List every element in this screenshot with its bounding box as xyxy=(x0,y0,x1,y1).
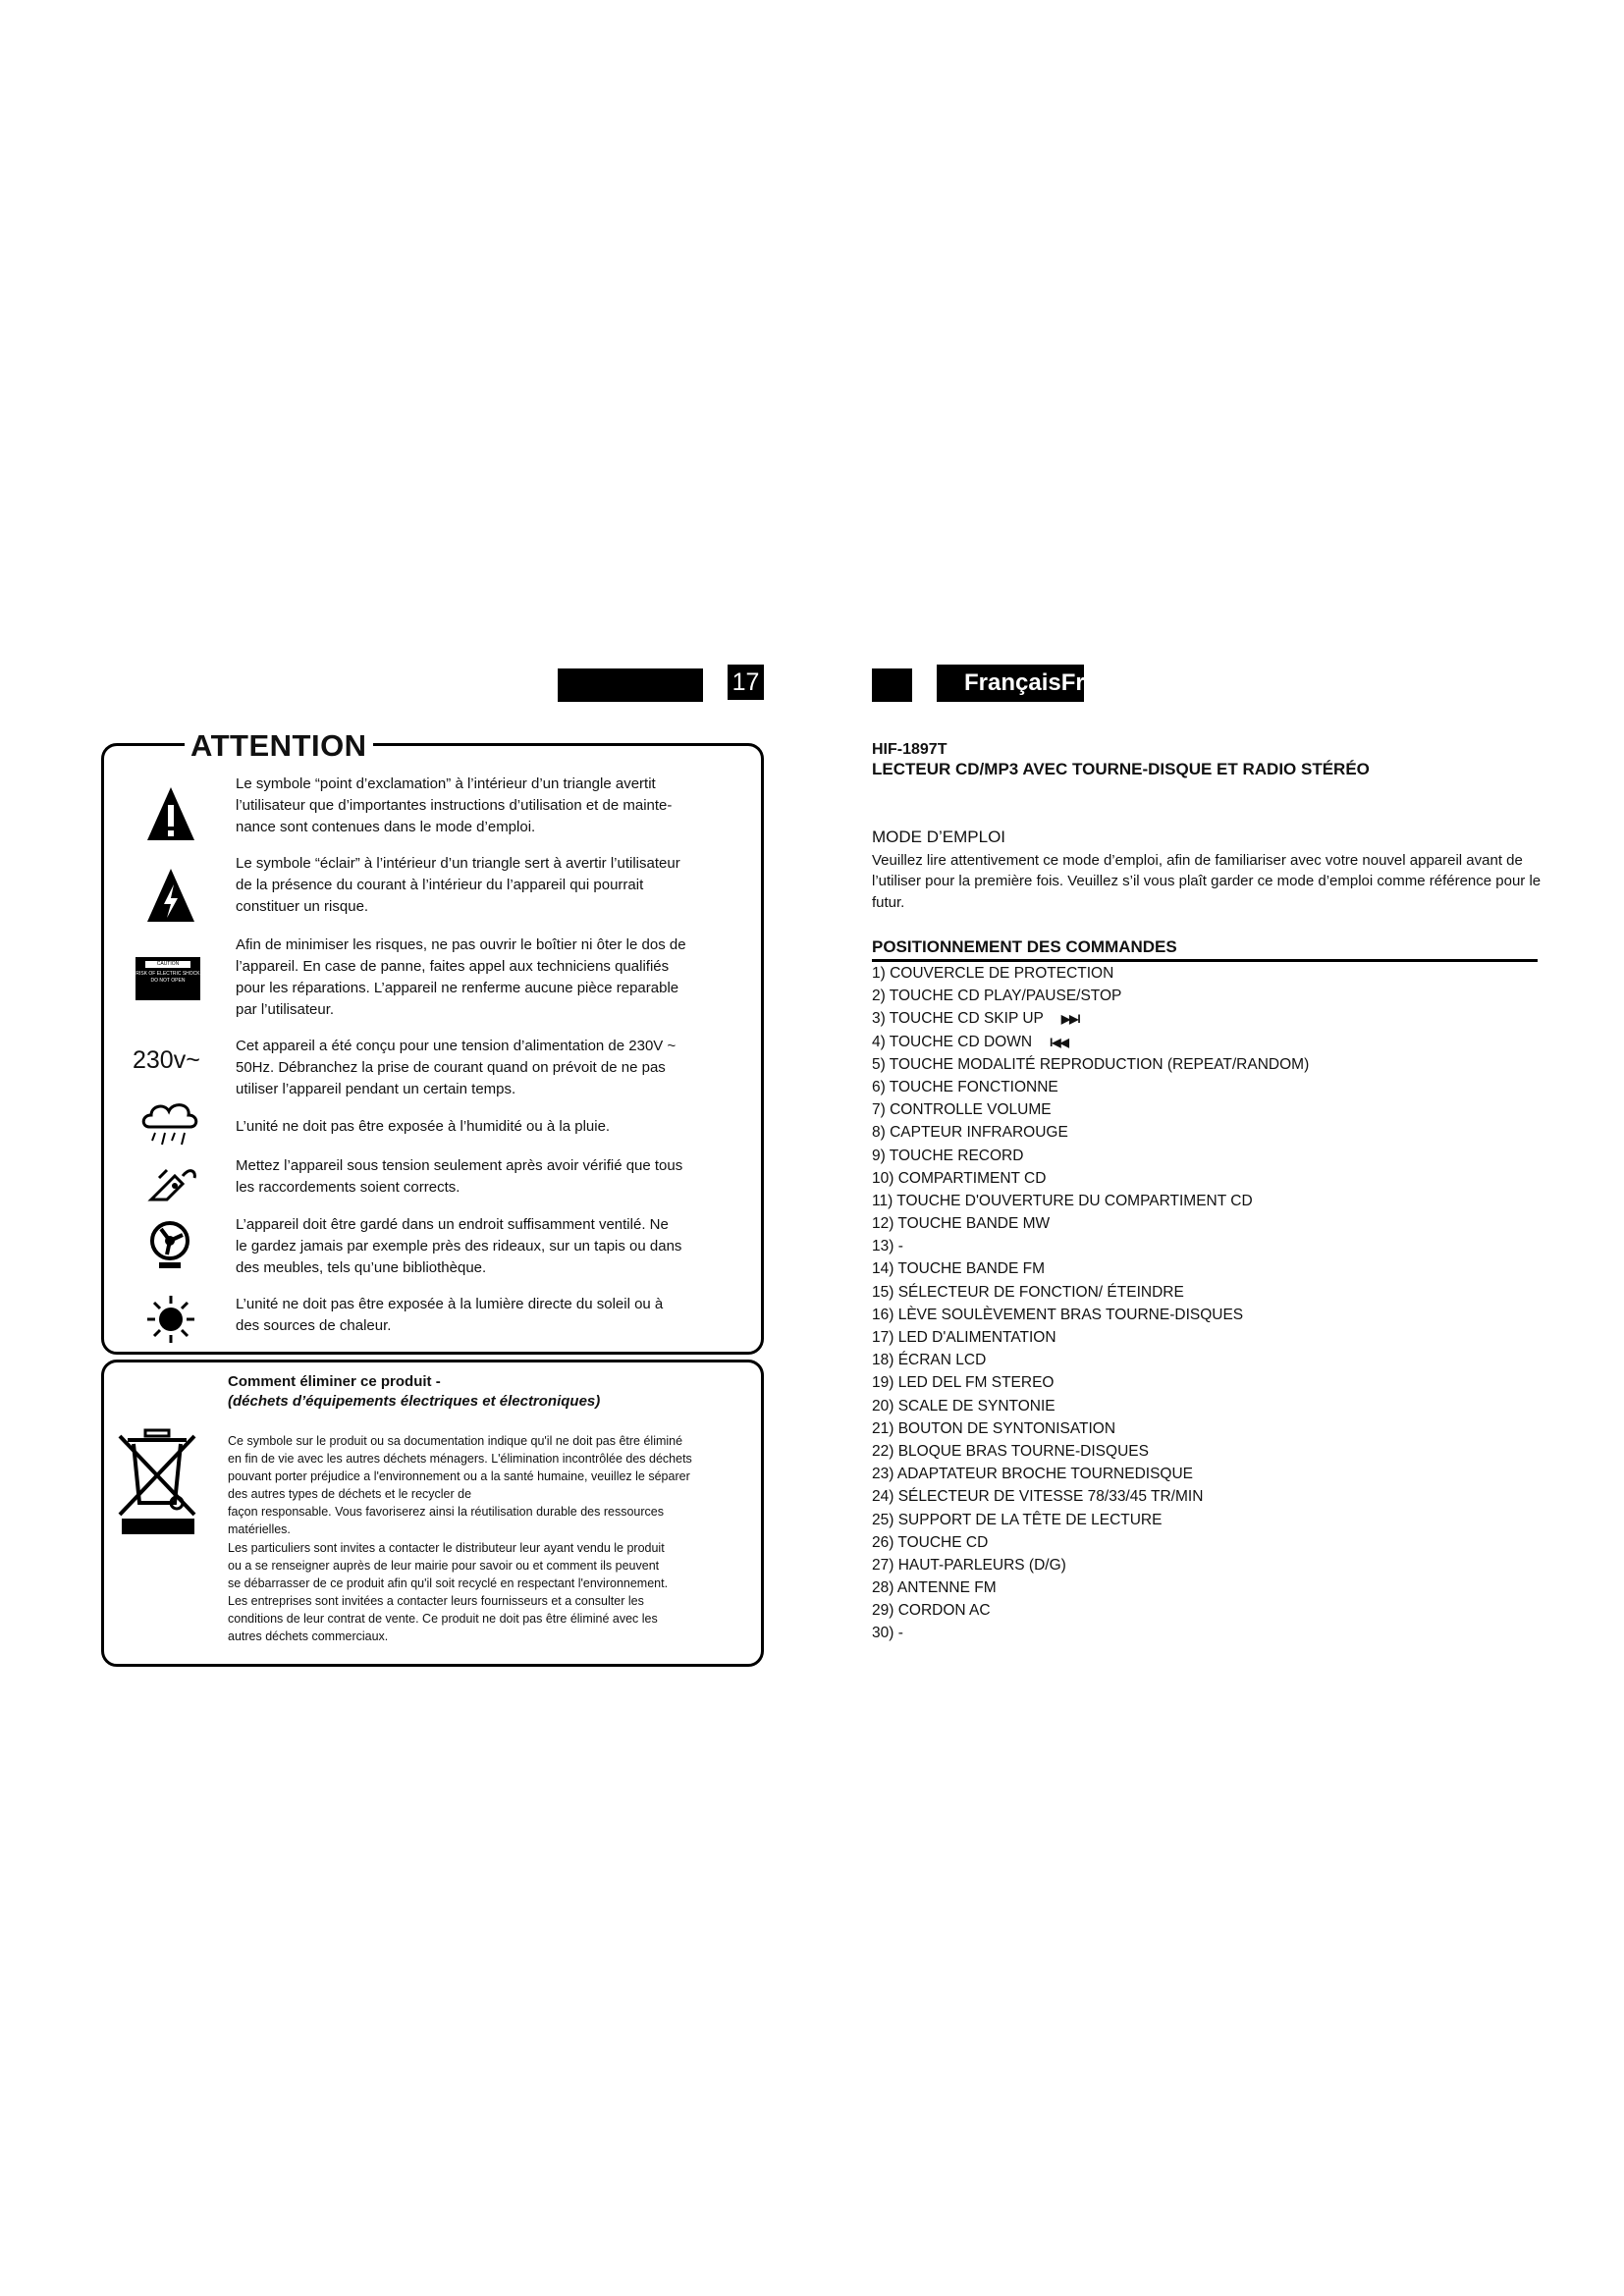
disposal-line: Les particuliers sont invites a contacter le distributeur leur ayant vendu le produit xyxy=(228,1540,665,1555)
disposal-line: matérielles. xyxy=(228,1522,291,1537)
disposal-line: façon responsable. Vous favoriserez ainsi la réutilisation durable des ressources xyxy=(228,1505,664,1520)
list-item: 25) SUPPORT DE LA TÊTE DE LECTURE xyxy=(872,1511,1163,1528)
list-item: 13) - xyxy=(872,1238,903,1255)
list-item: 6) TOUCHE FONCTIONNE xyxy=(872,1078,1058,1095)
skip-forward-icon: ▶▶I xyxy=(1060,1012,1080,1027)
warning-line: L’appareil doit être gardé dans un endroit suffisamment ventilé. Ne xyxy=(236,1216,669,1233)
list-item: 27) HAUT-PARLEURS (D/G) xyxy=(872,1556,1066,1574)
list-item: 20) SCALE DE SYNTONIE xyxy=(872,1397,1056,1415)
warning-line: Mettez l’appareil sous tension seulement après avoir vérifié que tous xyxy=(236,1157,683,1174)
list-item: 8) CAPTEUR INFRAROUGE xyxy=(872,1124,1068,1142)
list-item: 3) TOUCHE CD SKIP UP ▶▶I xyxy=(872,1010,1080,1028)
disposal-line: pouvant porter préjudice a l'environnement ou a la santé humaine, veuillez le séparer xyxy=(228,1469,690,1484)
warning-caution xyxy=(236,934,746,1021)
warning-line: 50Hz. Débranchez la prise de courant quand on prévoit de ne pas xyxy=(236,1059,666,1076)
list-item: 29) CORDON AC xyxy=(872,1602,991,1620)
list-item: 30) - xyxy=(872,1625,903,1642)
list-item: 22) BLOQUE BRAS TOURNE-DISQUES xyxy=(872,1442,1149,1460)
caution-label-line: CAUTION xyxy=(145,961,190,968)
caution-label-line: RISK OF ELECTRIC SHOCK xyxy=(135,971,200,977)
list-item: 1) COUVERCLE DE PROTECTION xyxy=(872,965,1114,982)
warning-line: le gardez jamais par exemple près des rideaux, sur un tapis ou dans xyxy=(236,1238,682,1255)
disposal-line: Ce symbole sur le produit ou sa documentation indique qu'il ne doit pas être éliminé xyxy=(228,1434,683,1448)
warning-line: L’unité ne doit pas être exposée à l’humidité ou à la pluie. xyxy=(236,1118,611,1135)
disposal-line: en fin de vie avec les autres déchets ménagers. L'élimination incontrôlée des déchets xyxy=(228,1452,692,1467)
attention-title: ATTENTION xyxy=(185,728,373,764)
warning-exclamation xyxy=(236,774,746,838)
list-item: 10) COMPARTIMENT CD xyxy=(872,1169,1047,1187)
warning-line: constituer un risque. xyxy=(236,898,369,915)
warning-line: de la présence du courant à l’intérieur du l’appareil qui pourrait xyxy=(236,877,644,893)
warning-line: des meubles, tels qu’une bibliothèque. xyxy=(236,1259,487,1276)
product-model: HIF-1897T xyxy=(872,741,947,758)
disposal-line: Les entreprises sont invitées a contacter leurs fournisseurs et a consulter les xyxy=(228,1593,644,1608)
list-item: 15) SÉLECTEUR DE FONCTION/ ÉTEINDRE xyxy=(872,1283,1184,1301)
voltage-label: 230v~ xyxy=(133,1046,200,1074)
disposal-line: conditions de leur contrat de vente. Ce produit ne doit pas être éliminé avec les xyxy=(228,1611,658,1626)
list-item: 21) BOUTON DE SYNTONISATION xyxy=(872,1419,1116,1437)
warning-line: Le symbole “éclair” à l’intérieur d’un triangle sert à avertir l’utilisateur xyxy=(236,855,680,872)
warning-line: Le symbole “point d’exclamation” à l’intérieur d’un triangle avertit xyxy=(236,775,656,792)
list-item: 14) TOUCHE BANDE FM xyxy=(872,1260,1045,1278)
crossed-bin-icon xyxy=(116,1428,198,1536)
product-name: LECTEUR CD/MP3 AVEC TOURNE-DISQUE ET RADIO STÉRÉO xyxy=(872,760,1370,778)
list-item: 2) TOUCHE CD PLAY/PAUSE/STOP xyxy=(872,988,1122,1005)
manual-heading: MODE D’EMPLOI xyxy=(872,828,1006,846)
warning-line: utiliser l’appareil pendant un certain temps. xyxy=(236,1081,516,1097)
warning-line: Afin de minimiser les risques, ne pas ouvrir le boîtier ni ôter le dos de xyxy=(236,936,686,953)
disposal-subtitle: (déchets d’équipements électriques et électroniques) xyxy=(228,1393,601,1410)
warning-line: des sources de chaleur. xyxy=(236,1317,392,1334)
warning-line: l’utilisateur que d’importantes instructions d’utilisation et de mainte- xyxy=(236,797,673,814)
list-item: 23) ADAPTATEUR BROCHE TOURNEDISQUE xyxy=(872,1466,1193,1483)
ventilation-fan-icon xyxy=(147,1219,192,1272)
header-bar-left xyxy=(558,668,703,702)
skip-back-icon: I◀◀ xyxy=(1050,1035,1068,1049)
sun-icon xyxy=(147,1294,194,1345)
warning-ventilation xyxy=(236,1214,746,1279)
list-item: 5) TOUCHE MODALITÉ REPRODUCTION (REPEAT/RANDOM) xyxy=(872,1055,1310,1073)
list-item: 26) TOUCHE CD xyxy=(872,1533,989,1551)
warning-voltage xyxy=(236,1036,746,1100)
language-tab: FrançaisFra xyxy=(937,665,1084,702)
caution-label-icon xyxy=(135,957,200,1000)
warning-sunlight xyxy=(236,1294,746,1337)
lightning-triangle-icon xyxy=(145,867,196,926)
list-item: 24) SÉLECTEUR DE VITESSE 78/33/45 TR/MIN xyxy=(872,1488,1204,1506)
header-bar-right xyxy=(872,668,912,702)
plug-icon xyxy=(145,1156,200,1205)
warning-line: les raccordements soient corrects. xyxy=(236,1179,460,1196)
list-item: 18) ÉCRAN LCD xyxy=(872,1352,987,1369)
disposal-line: autres déchets commerciaux. xyxy=(228,1629,389,1644)
warning-humidity xyxy=(236,1116,746,1138)
controls-list xyxy=(872,962,1309,1645)
disposal-line: des autres types de déchets et le recycler de xyxy=(228,1487,472,1502)
list-item: 16) LÈVE SOULÈVEMENT BRAS TOURNE-DISQUES xyxy=(872,1306,1244,1323)
warning-line: Cet appareil a été conçu pour une tension d’alimentation de 230V ~ xyxy=(236,1038,677,1054)
warning-line: nance sont contenues dans le mode d’emploi. xyxy=(236,819,536,835)
list-item: 12) TOUCHE BANDE MW xyxy=(872,1215,1051,1233)
manual-paragraph: Veuillez lire attentivement ce mode d’emploi, afin de familiariser avec votre nouvel appareil avant de l’utiliser pour la première fois. Veuillez s’il vous plaît garder ce mode d’emploi comme référence pour le futur. xyxy=(872,852,1542,911)
warning-connections xyxy=(236,1155,746,1199)
warning-line: pour les réparations. L’appareil ne renferme aucune pièce reparable xyxy=(236,980,679,996)
list-item: 28) ANTENNE FM xyxy=(872,1579,997,1597)
list-item: 7) CONTROLLE VOLUME xyxy=(872,1101,1052,1119)
warning-line: l’appareil. En case de panne, faites appel aux techniciens qualifiés xyxy=(236,958,670,975)
list-item: 11) TOUCHE D'OUVERTURE DU COMPARTIMENT CD xyxy=(872,1192,1253,1209)
page-number: 17 xyxy=(728,665,764,700)
disposal-title: Comment éliminer ce produit - xyxy=(228,1373,441,1390)
exclamation-triangle-icon xyxy=(145,785,196,844)
controls-heading: POSITIONNEMENT DES COMMANDES xyxy=(872,937,1177,956)
list-item: 4) TOUCHE CD DOWN I◀◀ xyxy=(872,1033,1068,1050)
disposal-line: ou a se renseigner auprès de leur mairie pour savoir ou et comment ils peuvent xyxy=(228,1558,660,1573)
warning-line: par l’utilisateur. xyxy=(236,1001,335,1018)
list-item: 19) LED DEL FM STEREO xyxy=(872,1374,1055,1392)
disposal-text xyxy=(228,1432,787,1645)
caution-label-line: DO NOT OPEN xyxy=(150,978,186,984)
list-item: 17) LED D'ALIMENTATION xyxy=(872,1329,1056,1346)
disposal-line: se débarrasser de ce produit afin qu'il soit recyclé en respectant l'environnement. xyxy=(228,1575,669,1590)
list-item: 9) TOUCHE RECORD xyxy=(872,1147,1024,1164)
warning-line: L’unité ne doit pas être exposée à la lumière directe du soleil ou à xyxy=(236,1296,664,1312)
rain-cloud-icon xyxy=(139,1099,200,1150)
warning-lightning xyxy=(236,853,746,918)
